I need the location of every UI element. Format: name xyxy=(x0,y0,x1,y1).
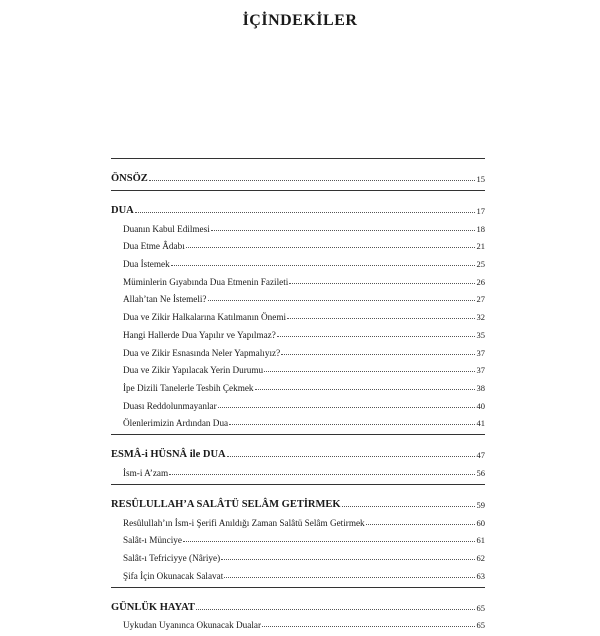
dot-leader xyxy=(196,609,475,610)
toc-heading-page-number: 65 xyxy=(476,602,485,613)
toc-item xyxy=(111,563,485,581)
dot-leader xyxy=(262,626,474,627)
toc-item-page-number: 37 xyxy=(476,365,485,376)
toc-heading xyxy=(111,196,485,216)
toc-section xyxy=(111,191,485,434)
toc-item-page-number: 60 xyxy=(476,517,485,528)
dot-leader xyxy=(218,407,475,408)
toc-item-label: Dua ve Zikir Esnasında Neler Yapmalıyız? xyxy=(123,347,281,358)
toc-item-page-number: 56 xyxy=(476,467,485,478)
toc-item-page-number: 40 xyxy=(476,400,485,411)
toc-item xyxy=(111,234,485,252)
toc-item-label: Salât-ı Münciye xyxy=(123,535,182,546)
toc-item-label: Dua Etme Âdabı xyxy=(123,241,185,252)
dot-leader xyxy=(227,456,475,457)
toc-item xyxy=(111,251,485,269)
dot-leader xyxy=(224,577,474,578)
toc-item xyxy=(111,528,485,546)
dot-leader xyxy=(229,424,474,425)
toc-item xyxy=(111,545,485,563)
toc-item-label: Duanın Kabul Edilmesi xyxy=(123,223,210,234)
dot-leader xyxy=(264,371,474,372)
toc-item xyxy=(111,340,485,358)
dot-leader xyxy=(287,318,474,319)
toc-item-page-number: 38 xyxy=(476,382,485,393)
toc-item xyxy=(111,287,485,305)
dot-leader xyxy=(171,265,475,266)
toc-item xyxy=(111,411,485,429)
dot-leader xyxy=(186,247,475,248)
table-of-contents xyxy=(111,158,485,636)
toc-item-label: Allah’tan Ne İstemeli? xyxy=(123,294,207,305)
toc-item-page-number: 61 xyxy=(476,535,485,546)
dot-leader xyxy=(255,389,475,390)
dot-leader xyxy=(135,212,475,213)
toc-heading xyxy=(111,593,485,613)
toc-item-label: Hangi Hallerde Dua Yapılır ve Yapılmaz? xyxy=(123,329,276,340)
toc-item-page-number: 35 xyxy=(476,329,485,340)
toc-item-page-number: 32 xyxy=(476,312,485,323)
toc-heading-label: GÜNLÜK HAYAT xyxy=(111,601,195,613)
toc-item-label: Dua ve Zikir Halkalarına Katılmanın Önemi xyxy=(123,312,287,323)
toc-item-label: Dua İstemek xyxy=(123,259,170,270)
toc-item-page-number: 25 xyxy=(476,259,485,270)
dot-leader xyxy=(208,300,475,301)
dot-leader xyxy=(221,559,474,560)
toc-item-page-number: 62 xyxy=(476,553,485,563)
toc-heading-page-number: 15 xyxy=(476,174,485,184)
toc-item xyxy=(111,393,485,411)
toc-heading-page-number: 17 xyxy=(476,206,485,216)
toc-section xyxy=(111,485,485,587)
toc-section xyxy=(111,588,485,636)
toc-item xyxy=(111,510,485,528)
dot-leader xyxy=(366,524,475,525)
toc-heading xyxy=(111,440,485,460)
toc-item-page-number: 27 xyxy=(476,294,485,305)
toc-heading-label: DUA xyxy=(111,205,134,216)
toc-heading xyxy=(111,164,485,184)
toc-item-label: Şifa İçin Okunacak Salavat xyxy=(123,570,224,581)
dot-leader xyxy=(211,230,475,231)
dot-leader xyxy=(281,354,474,355)
toc-section xyxy=(111,159,485,190)
toc-item-label: Resûlullah’ın İsm-i Şerifi Anıldığı Zaman Salâtü Selâm Getirmek xyxy=(123,517,365,528)
toc-heading-page-number: 47 xyxy=(476,450,485,461)
toc-item-page-number: 41 xyxy=(476,418,485,429)
toc-heading xyxy=(111,490,485,510)
toc-item-page-number: 18 xyxy=(476,223,485,234)
toc-item-label: Salât-ı Tefriciyye (Nâriye) xyxy=(123,553,221,563)
toc-item xyxy=(111,460,485,478)
toc-item xyxy=(111,613,485,631)
toc-item-label: İpe Dizili Tanelerle Tesbih Çekmek xyxy=(123,382,254,393)
toc-item xyxy=(111,358,485,376)
toc-heading-label: ESMÂ-i HÜSNÂ ile DUA xyxy=(111,449,226,461)
toc-item-page-number: 65 xyxy=(476,620,485,631)
toc-item-label: Uykudan Uyanınca Okunacak Dualar xyxy=(123,620,262,631)
toc-section xyxy=(111,435,485,484)
dot-leader xyxy=(289,283,474,284)
toc-item-label: Duası Reddolunmayanlar xyxy=(123,400,217,411)
toc-item-page-number: 21 xyxy=(476,241,485,252)
toc-heading-label: RESÛLULLAH’A SALÂTÜ SELÂM GETİRMEK xyxy=(111,498,341,510)
toc-heading-label: ÖNSÖZ xyxy=(111,173,148,184)
toc-heading-page-number: 59 xyxy=(476,499,485,510)
toc-item xyxy=(111,375,485,393)
toc-item xyxy=(111,322,485,340)
toc-item-page-number: 26 xyxy=(476,276,485,287)
page-title: İÇİNDEKİLER xyxy=(242,12,358,29)
toc-item-label: Dua ve Zikir Yapılacak Yerin Durumu xyxy=(123,365,264,376)
toc-item xyxy=(111,304,485,322)
toc-item-label: İsm-i A’zam xyxy=(123,467,169,478)
dot-leader xyxy=(169,474,474,475)
toc-item xyxy=(111,216,485,234)
dot-leader xyxy=(149,180,475,181)
toc-item-label: Ölenlerimizin Ardından Dua xyxy=(123,418,229,429)
dot-leader xyxy=(342,506,475,507)
toc-item-page-number: 63 xyxy=(476,570,485,581)
toc-item-page-number: 37 xyxy=(476,347,485,358)
dot-leader xyxy=(183,541,475,542)
toc-item-label: Müminlerin Gıyabında Dua Etmenin Fazileti xyxy=(123,276,289,287)
toc-item xyxy=(111,269,485,287)
dot-leader xyxy=(277,336,475,337)
